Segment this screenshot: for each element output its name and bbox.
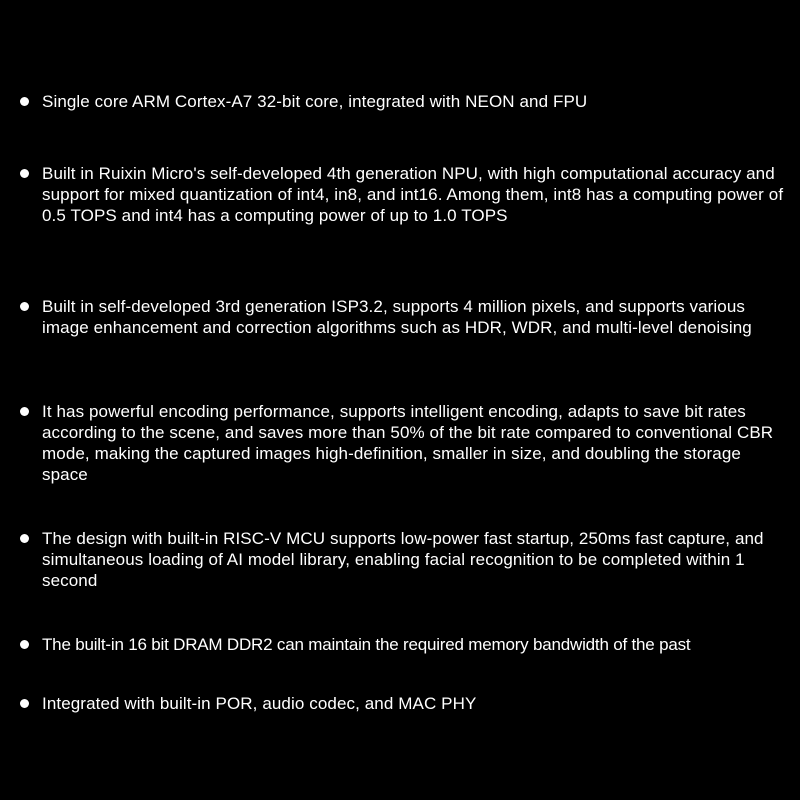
- feature-text-npu: Built in Ruixin Micro's self-developed 4th generation NPU, with high computational accuracy and support for mixed quantization of int4, in8, and int16. Among them, int8 has a computing power of 0.5 TOPS and int4 has a computing power of up to 1.0 TOPS: [42, 164, 784, 225]
- feature-item-isp: [20, 296, 790, 338]
- bullet-icon: [20, 699, 29, 708]
- bullet-icon: [20, 640, 29, 649]
- feature-text-isp: Built in self-developed 3rd generation ISP3.2, supports 4 million pixels, and supports various image enhancement and correction algorithms such as HDR, WDR, and multi-level denoising: [42, 297, 752, 337]
- feature-item-encoding: [20, 401, 790, 485]
- feature-item-mcu: [20, 528, 790, 591]
- feature-item-dram: [20, 634, 790, 655]
- bullet-icon: [20, 407, 29, 416]
- bullet-icon: [20, 169, 29, 178]
- bullet-icon: [20, 97, 29, 106]
- feature-text-mcu: The design with built-in RISC-V MCU supports low-power fast startup, 250ms fast capture, and simultaneous loading of AI model library, enabling facial recognition to be completed within 1 second: [42, 529, 764, 590]
- feature-item-cpu: [20, 91, 790, 112]
- feature-item-integration: [20, 693, 790, 714]
- feature-text-dram: The built-in 16 bit DRAM DDR2 can maintain the required memory bandwidth of the past: [42, 635, 691, 654]
- feature-text-integration: Integrated with built-in POR, audio codec, and MAC PHY: [42, 694, 477, 713]
- feature-text-encoding: It has powerful encoding performance, supports intelligent encoding, adapts to save bit rates according to the scene, and saves more than 50% of the bit rate compared to conventional CBR mode, making the captured images high-definition, smaller in size, and doubling the storage space: [42, 402, 774, 484]
- feature-item-npu: [20, 163, 790, 226]
- bullet-icon: [20, 534, 29, 543]
- bullet-icon: [20, 302, 29, 311]
- feature-text-cpu: Single core ARM Cortex-A7 32-bit core, integrated with NEON and FPU: [42, 92, 588, 111]
